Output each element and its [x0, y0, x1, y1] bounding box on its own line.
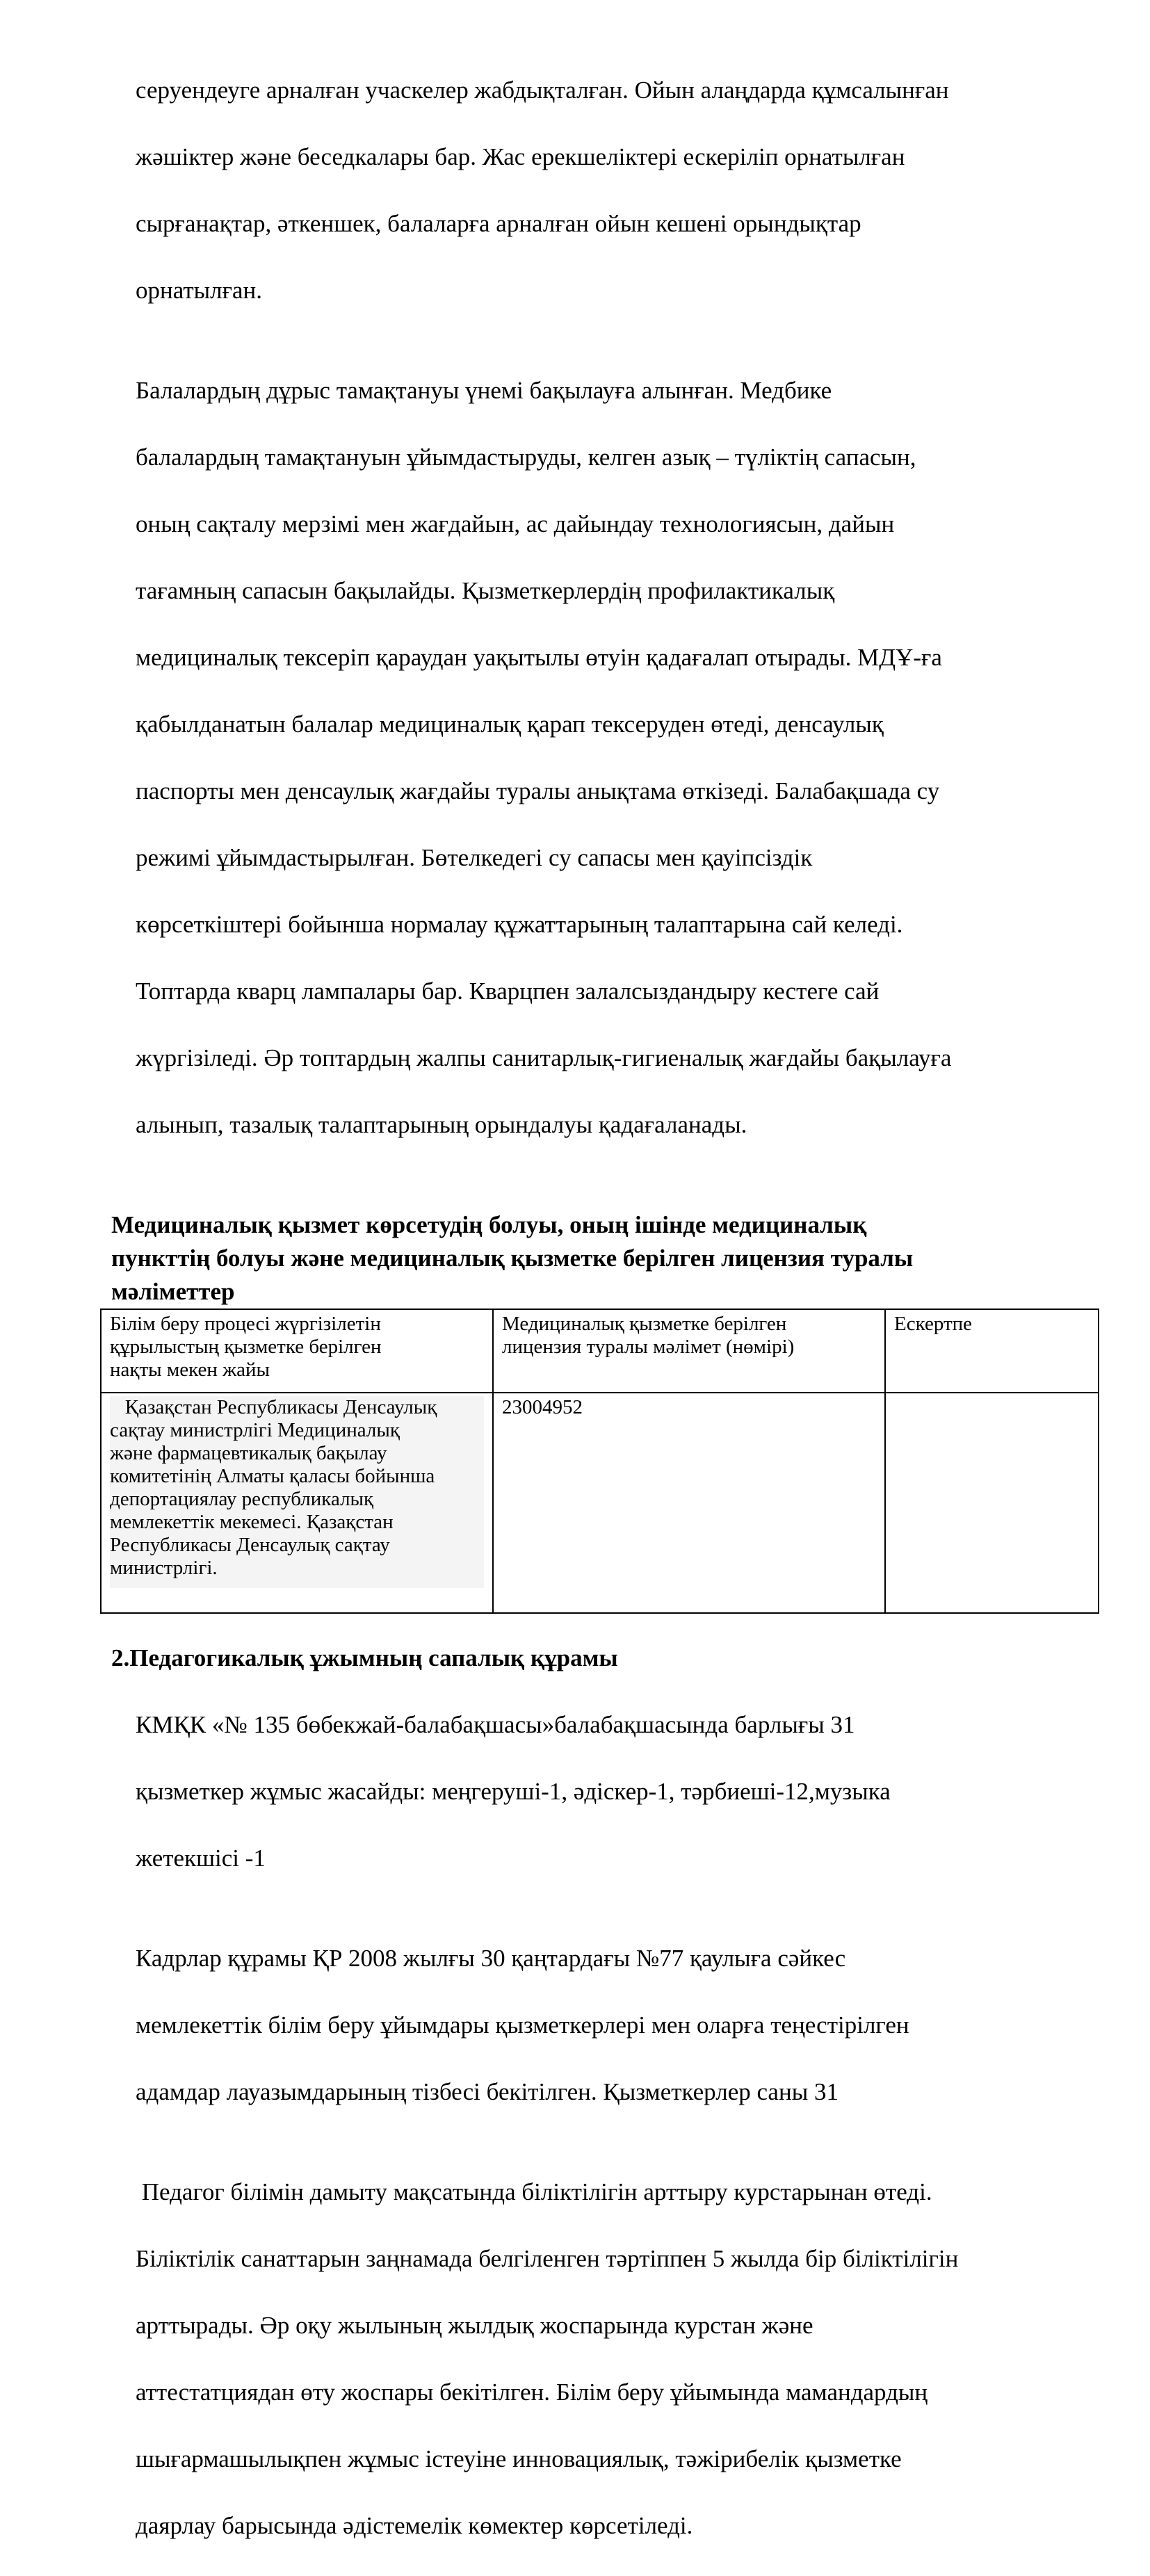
header-line: Білім беру процесі жүргізілетін [110, 1313, 381, 1335]
text-line: Кадрлар құрамы ҚР 2008 жылғы 30 қаңтардағы №77 қаулыға сәйкес [136, 1945, 846, 1972]
header-line: нақты мекен жайы [110, 1359, 270, 1381]
text-line: Біліктілік санаттарын заңнамада белгіленген тәртіппен 5 жылда бір біліктілігін [136, 2245, 959, 2272]
address-line: сақтау министрлігі Медициналық [110, 1419, 400, 1441]
staff-paragraph-2 [111, 1909, 1043, 2142]
license-number: 23004952 [502, 1396, 583, 1418]
table-row [101, 1393, 1099, 1613]
heading-line: пункттің болуы және медициналық қызметке берілген лицензия туралы [111, 1245, 914, 1272]
text-line: орнатылған. [136, 277, 263, 304]
cell-note [885, 1393, 1099, 1613]
header-address [101, 1309, 493, 1393]
staff-section-heading: 2.Педагогикалық ұжымның сапалық құрамы [111, 1644, 618, 1671]
text-line: алынып, тазалық талаптарының орындалуы қадағаланады. [136, 1111, 747, 1138]
heading-line: Медициналық қызмет көрсетудің болуы, оның ішінде медициналық [111, 1211, 867, 1238]
heading-line: мәліметтер [111, 1278, 235, 1305]
spacer [111, 1175, 1043, 1208]
text-line: тағамның сапасын бақылайды. Қызметкерлердің профилактикалық [136, 577, 835, 604]
document-page [111, 40, 1043, 2576]
cell-license-number [493, 1393, 885, 1613]
address-line: Қазақстан Республикасы Денсаулық [110, 1396, 437, 1418]
text-line: режимі ұйымдастырылған. Бөтелкедегі су сапасы мен қауіпсіздік [136, 844, 813, 871]
staff-paragraph-3 [111, 2142, 1043, 2576]
text-line: КМҚК «№ 135 бөбекжай-балабақшасы»балабақшасында барлығы 31 [136, 1711, 855, 1738]
nutrition-paragraph [111, 341, 1043, 1175]
header-line: Ескертпе [894, 1313, 973, 1335]
address-line: комитетінің Алматы қаласы бойынша [110, 1465, 435, 1487]
text-line: оның сақталу мерзімі мен жағдайын, ас дайындау технологиясын, дайын [136, 510, 895, 537]
text-line: жетекшісі -1 [136, 1845, 266, 1872]
header-license [493, 1309, 885, 1393]
address-line: министрлігі. [110, 1557, 218, 1579]
text-line: жәшіктер және беседкалары бар. Жас ерекшеліктері ескеріліп орнатылған [136, 143, 905, 170]
table-header-row [101, 1309, 1099, 1393]
address-line: және фармацевтикалық бақылау [110, 1442, 387, 1464]
license-table [100, 1309, 1099, 1614]
header-line: лицензия туралы мәлімет (нөмірі) [502, 1336, 795, 1358]
text-line: даярлау барысында әдістемелік көмектер көрсетіледі. [136, 2512, 693, 2539]
text-line: арттырады. Әр оқу жылының жылдық жоспарында курстан және [136, 2312, 813, 2339]
intro-paragraph [111, 40, 1043, 341]
text-line: Педагог білімін дамыту мақсатында біліктілігін арттыру курстарынан өтеді. [136, 2178, 932, 2205]
text-line: адамдар лауазымдарының тізбесі бекітілген. Қызметкерлер саны 31 [136, 2078, 839, 2105]
address-block [110, 1396, 484, 1588]
header-line: құрылыстың қызметке берілген [110, 1336, 382, 1358]
text-line: серуендеуге арналған учаскелер жабдықталған. Ойын алаңдарда құмсалынған [136, 76, 949, 104]
text-line: қабылданатын балалар медициналық қарап тексеруден өтеді, денсаулық [136, 711, 884, 738]
header-line: Медициналық қызметке берілген [502, 1313, 787, 1335]
staff-paragraph-1 [111, 1675, 1043, 1909]
text-line: шығармашылықпен жұмыс істеуіне инновациялық, тәжірибелік қызметке [136, 2445, 902, 2472]
text-line: Топтарда кварц лампалары бар. Кварцпен залалсыздандыру кестеге сай [136, 978, 880, 1005]
address-line: мемлекеттік мекемесі. Қазақстан [110, 1511, 394, 1533]
text-line: паспорты мен денсаулық жағдайы туралы анықтама өткізеді. Балабақшада су [136, 777, 940, 804]
text-line: медициналық тексеріп қараудан уақытылы өтуін қадағалап отырады. МДҰ-ға [136, 644, 942, 671]
text-line: сырғанақтар, әткеншек, балаларға арналған ойын кешені орындықтар [136, 210, 861, 237]
text-line: Балалардың дұрыс тамақтануы үнемі бақылауға алынған. Медбике [136, 377, 832, 404]
address-line: депортациялау республикалық [110, 1488, 374, 1510]
text-line: қызметкер жұмыс жасайды: меңгеруші-1, әдіскер-1, тәрбиеші-12,музыка [136, 1778, 891, 1805]
text-line: көрсеткіштері бойынша нормалау құжаттарының талаптарына сай келеді. [136, 911, 903, 938]
text-line: мемлекеттік білім беру ұйымдары қызметкерлері мен оларға теңестірілген [136, 2011, 909, 2039]
header-note [885, 1309, 1099, 1393]
address-line: Республикасы Денсаулық сақтау [110, 1534, 390, 1556]
cell-address [101, 1393, 493, 1613]
medical-section-heading [111, 1208, 1043, 1309]
text-line: аттестатциядан өту жоспары бекітілген. Білім беру ұйымында мамандардың [136, 2379, 928, 2406]
spacer [111, 1614, 1043, 1642]
text-line: жүргізіледі. Әр топтардың жалпы санитарлық-гигиеналық жағдайы бақылауға [136, 1044, 952, 1071]
text-line: балалардың тамақтануын ұйымдастыруды, келген азық – түліктің сапасын, [136, 444, 916, 471]
